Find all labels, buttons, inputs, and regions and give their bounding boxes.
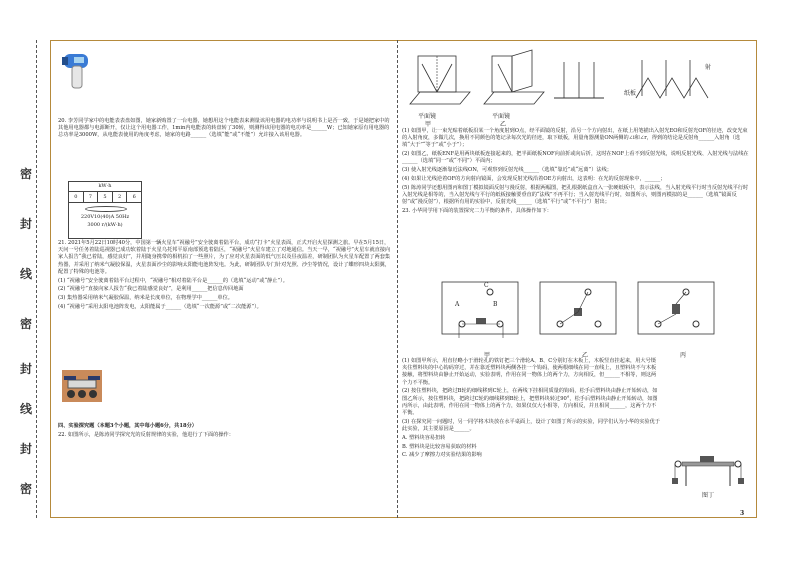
- figure-ding-caption: 图丁: [702, 492, 715, 499]
- thermometer-gun-illustration: [60, 50, 94, 92]
- label-shoot: 射: [705, 64, 712, 71]
- label-yi: 乙: [500, 121, 507, 128]
- mars-rover-illustration: [62, 370, 102, 402]
- pulley-figure-bing: [638, 282, 714, 334]
- question-22: 22. 如图所示，是陈涛同学探究光的反射规律的实验，他进行了下面的操作：: [58, 431, 234, 438]
- meter-digit: 0: [69, 192, 84, 202]
- meter-digit: 2: [113, 192, 128, 202]
- right-column: [402, 128, 752, 217]
- figure-yi: [484, 50, 544, 104]
- meter-disc: [69, 203, 141, 213]
- question-21-2: (2) “祝融号”直接向家人报告“我已着陆感觉良好”，是利用______把信息传回地面: [58, 286, 244, 293]
- side-mark-4: 密: [20, 317, 33, 331]
- figure-jia: [410, 56, 470, 104]
- meter-rev: 3000 r/(kW·h): [87, 222, 123, 228]
- mirror-label-yi: 平面镜: [492, 113, 511, 120]
- left-column: [58, 118, 393, 141]
- pulley-figure-yi: [540, 282, 616, 334]
- meter-digit: 7: [84, 192, 99, 202]
- question-20: 20. 李芳同学家中的电能表表盘如图，她家新购置了一台电器，她想用这个电能表来测量该用电器的电功率与说明书上是否一致，于是她把家中的其他用电器都与电源断开，仅让这个用电器工作，1min内电能表的转盘转了30转，则测得该用电器的电功率是______W；已知她家原有用电器的总功率是3000W，从电能表使用的角度考虑，她家的电路______（选填“能”或“不能”）允许接入该用电器。: [58, 118, 390, 139]
- page-number: 3: [740, 510, 745, 517]
- pulley-figures: [440, 278, 720, 348]
- figure-ding: [636, 60, 708, 98]
- question-21-1: (1) “祝融号”安全驶离着陆平台过程中，“祝融号”相对着陆平台是______的（选填“运动”或“静止”）。: [58, 277, 288, 284]
- q22-part-4: (4) 如果让光线逆着OF的方向射向镜面，会发现反射光线沿着OE方向射出，这表明：在光的反射现象中，______；: [402, 176, 666, 182]
- side-mark-7: 封: [20, 442, 33, 456]
- pulley-figure-jia: [442, 282, 518, 338]
- right-column-lower: [402, 358, 660, 461]
- column-divider: [397, 40, 398, 518]
- binding-line: [36, 40, 37, 518]
- meter-spec: 220V10(40)A 50Hz: [80, 214, 130, 220]
- option-b: B. 塑料块是比较容易获取的材料: [402, 443, 477, 450]
- question-21: 21. 2021年5月22日10时40分，中国第一辆火星车“祝融号”安全驶离着陆平台，成功“打卡”火星表面，正式开启火星探测之旅。早在5月15日，天问一号任务着陆巡视器已成功软着陆于火星乌托邦平原南部预选着陆区，“祝融号”火星车建立了对地通信。当天一早，“祝融号”火星车就直接向家人报告“我已着陆，感觉良好”，并用随身携带的相机拍了一些照片，为了应对火星表面的低气压以及昼夜温差，研制团队为火星车配置了两套集热器，并采用了纳米气凝胶保温，火星表面沙尘的影响太阳能电池阵发电。为此，研制团队专门针对光照、沙尘等情况，设计了蝶形四块太阳翼，配置了特殊的电池等。: [58, 240, 391, 275]
- q23-part-3: (3) 在探究同一问题时，另一同学将木块放在水平桌面上，设计了如图丁所示的实验，同学们认为小华的实验优于此实验，其主要原因是______。: [402, 418, 660, 433]
- label-jia: 甲: [425, 121, 432, 128]
- left-column-lower: [58, 240, 393, 313]
- q22-part-3: (3) 使入射光线逐渐靠近法线ON，可观察到反射光线______（选填“靠近”或“远离”）法线；: [402, 167, 612, 174]
- label-paper: 纸板: [624, 90, 637, 97]
- electric-meter: [68, 181, 142, 239]
- q23-part-1: (1) 如图甲所示，用直径略小于滑轮孔的铁钉把三个滑轮A、B、C分别钉在木板上，木板竖直挂起来，用大号镊夹住塑料块的中心钩码穿过，并在靠近塑料块两侧各挂一个钩码，使两根细线在同一直线上，且塑料块不与木板接触，将塑料块由静止开始运动，实验表明，作用在同一物体上的两个力，方向相反，但______不相等，则这两个力不平衡。: [402, 358, 657, 386]
- meter-unit: kW·h: [69, 182, 141, 192]
- pulley-caption-bing: 丙: [680, 352, 687, 359]
- pulley-label-c: C: [484, 282, 489, 289]
- mirror-label-jia: 平面镜: [418, 113, 437, 120]
- q23-part-2: (2) 按住塑料块，把跨过B轮的细线移到C轮上，在两线下挂相同质量的钩码，松手后塑料块由静止开始转动，如图乙所示，按住塑料块，把跨过C轮的细线移到B轮上，把塑料块转过90°，松手后塑料块由静止开始转动，如图丙所示，由此表明，作用在同一物体上的两个力，如果仅仅大小相等，方向相反，并且相同______，这两个力不平衡。: [402, 388, 658, 417]
- side-mark-3: 线: [20, 267, 33, 281]
- side-mark-8: 密: [20, 482, 33, 496]
- section-4: [58, 423, 393, 441]
- side-mark-5: 封: [20, 362, 33, 376]
- figure-bing: [554, 62, 604, 98]
- option-a: A. 塑料块容易扭转: [402, 434, 446, 441]
- pulley-caption-jia: 甲: [484, 352, 491, 359]
- side-mark-6: 线: [20, 402, 33, 416]
- q22-part-5: (5) 陈涛同学还想用图丙和图丁模拟镜面反射与漫反射，根据两幅图，把孔根据纸盒直入一张硬纸板中，表示法线，当入射光线平行时当反射光线平行时入射光线是相等的，当入射光线与平行的纸板接触要垂直的“法线”不再平行；当入射光线平行时，如图所示，则图丙模拟的是______（选填“镜面反射”或“漫反射”），根据所有用的实验中，反射光线______（选填“平行”或“不平行”）射出；: [402, 184, 749, 206]
- pulley-label-b: B: [493, 301, 498, 308]
- meter-digit: 5: [98, 192, 113, 202]
- side-mark-1: 密: [20, 167, 33, 181]
- reflection-figures: [404, 48, 749, 120]
- meter-digits: [69, 192, 141, 203]
- meter-digit: 6: [132, 194, 136, 200]
- option-c: C. 减少了摩擦力对实验结果的影响: [402, 452, 482, 459]
- question-21-4: (4) “祝融号”采用太阳电池阵发电，太阳能属于______（选填“一次能源”或“二次能源”）。: [58, 304, 262, 310]
- pulley-label-a: A: [455, 301, 460, 308]
- side-mark-2: 封: [20, 217, 33, 231]
- q22-part-2: (2) 如图乙，纸板ENF是用两块纸板连接起来的，把半面纸板NOF向前折或向后折，这时在NOF上看不到反射光线，说明反射光线、入射光线与法线在______（选填“同一”或“不同”）平面内；: [402, 151, 749, 165]
- question-21-3: (3) 集热器采用纳米气凝胶保温，纳米是长度单位，在物理学中______单位。: [58, 295, 233, 302]
- q22-part-1: (1) 如图甲，让一束光贴着纸板沿某一个角度射到O点，经平面镜的反射，沿另一个方向射出，在纸上用笔描出入射光EO和反射光OF的径迹，改变光束的入射角度，多做几次，换用不同颜色的笔记录每次光的径迹，取下纸板，用量角器测量ON两侧的∠i和∠r，得到的结论是反射角______入射角（选填“大于”“等于”或“小于”）；: [402, 128, 748, 149]
- section-4-title: 四、实验探究题（本题3个小题，其中每小题6分，共18分）: [58, 423, 197, 429]
- question-23: 23. 小华同学用下面的装置探究二力平衡的条件，具体操作如下：: [402, 208, 552, 214]
- pulley-caption-yi: 乙: [582, 352, 589, 359]
